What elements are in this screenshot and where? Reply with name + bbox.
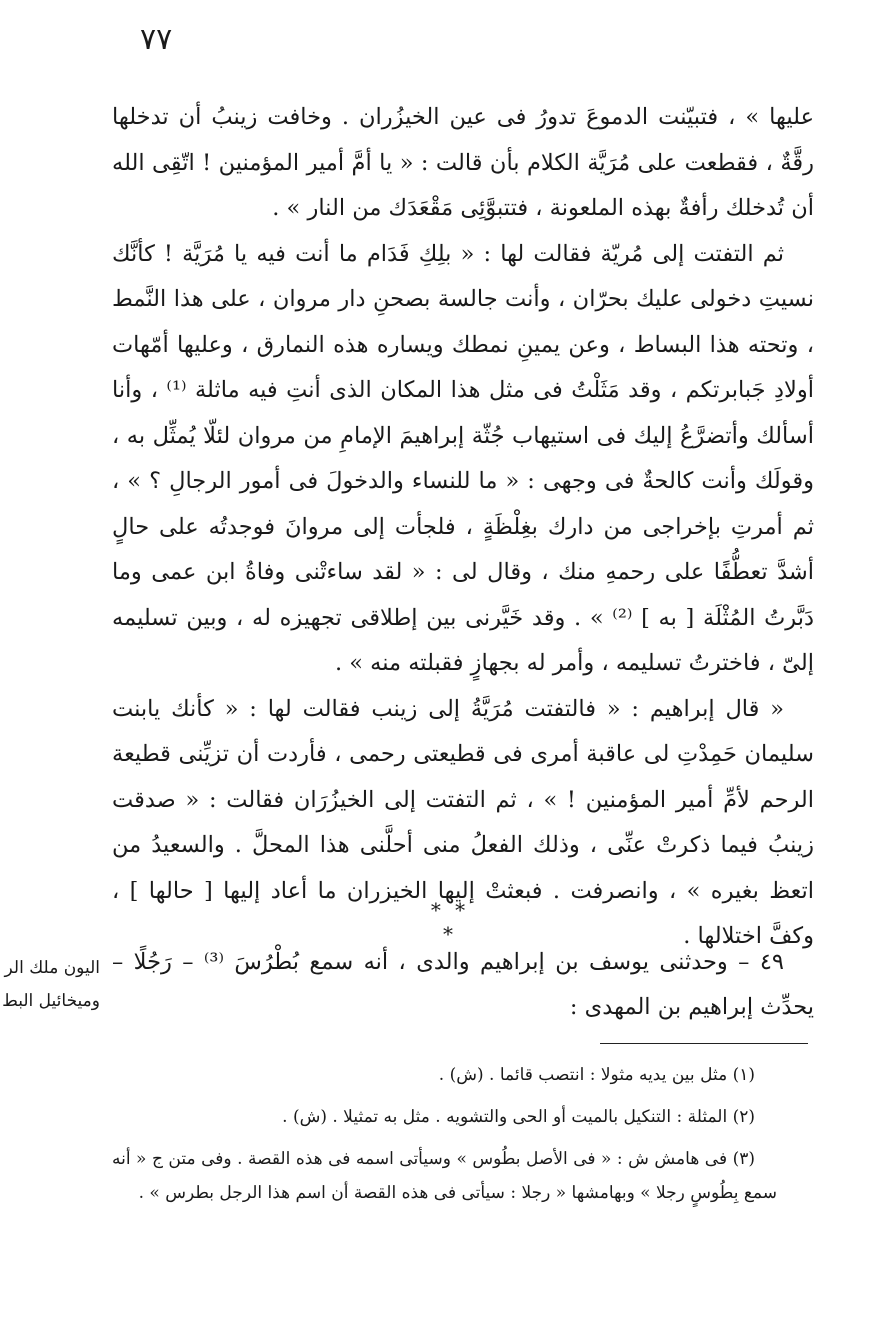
paragraph-2: ثم التفتت إلى مُريّة فقالت لها : « بلِكِ فَدَام ما أنت فيه يا مُرَيَّة ! كأنَّك نسيتِ دخولى عليك بحرّان ، وأنت جالسة بصحنِ دار مروان ، على هذا النَّمط ، وتحته هذا البساط ، وعن يمينِ نمطك ويساره هذه النمارق ، وعليها أمّهات أولادِ جَبابرتكم ، وقد مَثَلْتُ فى مثل هذا المكان الذى أنتِ فيه ماثلة ⁽¹⁾ ، وأنا أسألك وأتضرَّعُ إليك فى استيهاب جُثّة إبراهيمَ الإمامِ من مروان لئلّا يُمثِّل به ، وقولَك وأنت كالحةٌ فى وجهى : « ما للنساء والدخولَ فى أمور الرجالِ ؟ » ، ثم أمرتِ بإخراجى من دارك بغِلْظَةٍ ، فلجأت إلى مروانَ فوجدتُه على حالٍ أشدَّ تعطُّفًا على رحمهِ منك ، وقال لى : « لقد ساءتْنى وفاةُ ابن عمى وما دَبَّرتُ المُثْلَة [ به ] ⁽²⁾ » . وقد خَيَّرنى بين إطلاقى تجهيزه له ، وبين تسليمه إلىّ ، فاخترتُ تسليمه ، وأمر له بجهازٍ فقبلته منه » .: [112, 240, 815, 676]
page-number: ٧٧: [140, 22, 173, 57]
footnote-2: (٢) المثلة : التنكيل بالميت أو الحى والتشويه . مثل به تمثيلا . (ش) .: [282, 1107, 755, 1127]
paragraph-3: « قال إبراهيم : « فالتفتت مُرَيَّةُ إلى زينب فقالت لها : « كأنك يابنت سليمان حَمِدْتِ لى عاقبة أمرى فى قطيعتى رحمى ، فأردت أن تزيِّنى قطيعة الرحم لأمِّ أمير المؤمنين ! » ، ثم التفتت إلى الخيزُرَان فقالت : « صدقت زينبُ فيما ذكرتْ عنِّى ، وذلك الفعلُ منى أحلَّنى هذا المحلَّ . والسعيدُ من اتعظ بغيره » ، وانصرفت . فبعثتْ إليها الخيزران ما أعاد إليها [ حالها ] ، وكفَّ اختلالها .: [112, 695, 814, 949]
main-text: [112, 95, 814, 960]
margin-note-line-2: وميخائيل البط: [2, 991, 100, 1011]
footnote-3: (٣) فى هامش ش : « فى الأصل بطُوس » وسيأتى اسمه فى هذه القصة . وفى متن ج « أنه سمع بِطُوسٍ رجلا » وبهامشها « رجلا : سيأتى فى هذه القصة أن اسم هذا الرجل بطرس » .: [112, 1149, 777, 1203]
footnote-divider: [600, 1043, 808, 1044]
section-separator: * * *: [430, 898, 470, 946]
paragraph-1: عليها » ، فتبيّنت الدموعَ تدورُ فى عين الخيزُران . وخافت زينبُ أن تدخلها رقَّةٌ ، فقطعت على مُرَيَّة الكلام بأن قالت : « يا أمَّ أمير المؤمنين ! اتّقِى الله أن تُدخلك رأفةٌ بهذه الملعونة ، فتتبوَّئِى مَقْعَدَك من النار » .: [112, 104, 814, 221]
section-49-text: ٤٩ – وحدثنى يوسف بن إبراهيم والدى ، أنه سمع بُطْرُسَ ⁽³⁾ – رَجُلًا – يحدِّث إبراهيم بن المهدى :: [112, 949, 814, 1020]
section-49: [112, 940, 814, 1030]
footnotes: [112, 1058, 777, 1218]
footnote-1: (١) مثل بين يديه مثولا : انتصب قائما . (ش) .: [438, 1065, 755, 1085]
margin-note: [0, 952, 100, 1018]
margin-note-line-1: اليون ملك الر: [4, 958, 100, 978]
